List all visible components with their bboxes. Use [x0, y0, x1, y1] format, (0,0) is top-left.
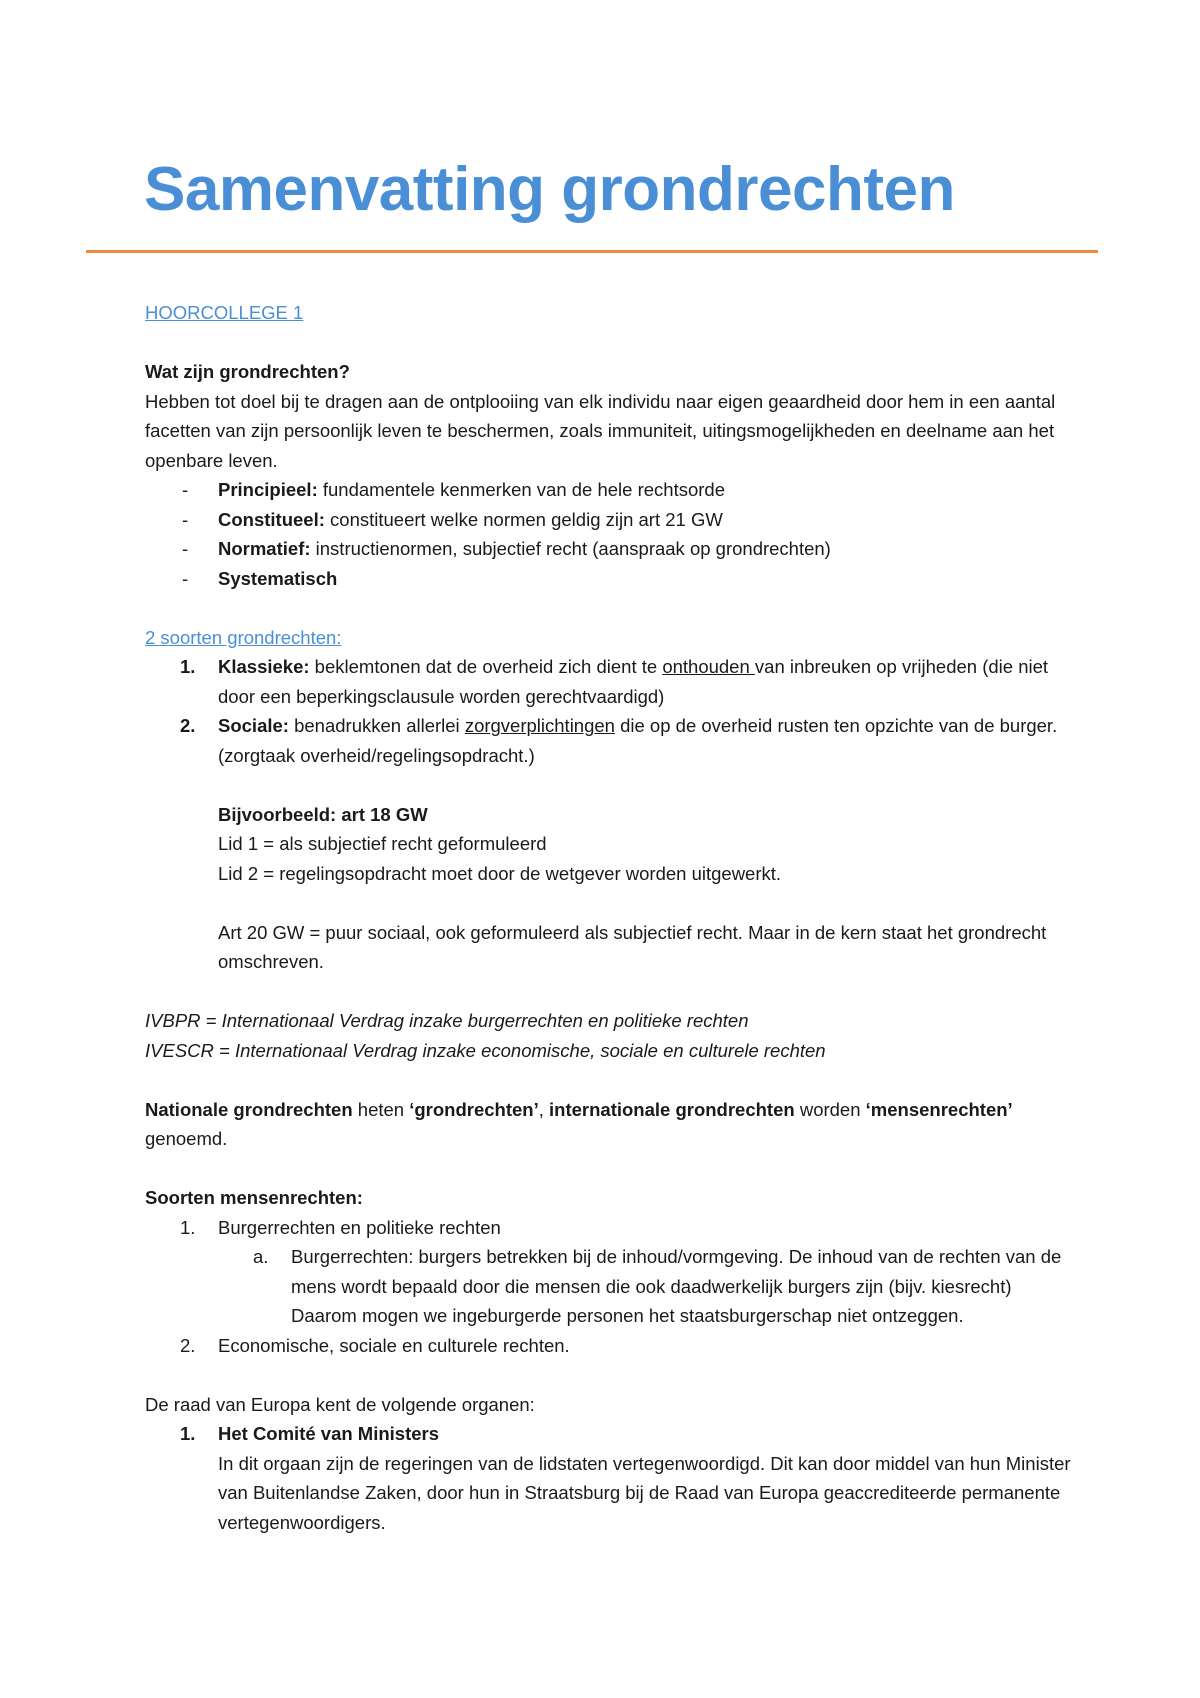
treaty-ivbpr: IVBPR = Internationaal Verdrag inzake burgerrechten en politieke rechten [145, 1010, 749, 1031]
example-lid-2: Lid 2 = regelingsopdracht moet door de wetgever worden uitgewerkt. [218, 862, 782, 884]
sub-list-item: a. Burgerrechten: burgers betrekken bij de inhoud/vormgeving. De inhoud van de rechten van de mens wordt bepaald door die mensen die ook daadwerkelijk burgers zijn (bijv. kiesrecht) Daarom mogen we ingeburgerde personen het staatsburgerschap niet ontzeggen. [253, 1246, 1062, 1326]
example-block [145, 800, 1075, 977]
human-rights-list [145, 1213, 1075, 1361]
list-item: - Constitueel: constitueert welke normen geldig zijn art 21 GW [145, 505, 1075, 535]
example-lid-1: Lid 1 = als subjectief recht geformuleerd [218, 833, 547, 854]
treaty-ivescr: IVESCR = Internationaal Verdrag inzake economische, sociale en culturele rechten [145, 1039, 826, 1061]
types-list [145, 652, 1075, 770]
list-item: - Systematisch [145, 564, 1075, 594]
list-item: 2. Sociale: benadrukken allerlei zorgverplichtingen die op de overheid rusten ten opzichte van de burger. (zorgtaak overheid/regelingsopdracht.) [180, 715, 1058, 766]
council-organs-list [145, 1419, 1075, 1537]
document-body [145, 298, 1075, 1537]
sub-list [218, 1242, 1075, 1331]
definition-paragraph: Hebben tot doel bij te dragen aan de ontplooiing van elk individu naar eigen geaardheid door hem in een aantal facetten van zijn persoonlijk leven te beschermen, zoals immuniteit, uitingsmogelijkheden en deelname aan het openbare leven. [145, 390, 1056, 471]
council-intro: De raad van Europa kent de volgende organen: [145, 1393, 535, 1415]
list-item: - Principieel: fundamentele kenmerken van de hele rechtsorde [145, 475, 1075, 505]
title-underline-rule [86, 250, 1098, 253]
list-item: - Normatief: instructienormen, subjectief recht (aanspraak op grondrechten) [145, 534, 1075, 564]
list-item: 1. Klassieke: beklemtonen dat de overheid zich dient te onthouden van inbreuken op vrijheden (die niet door een beperkingsclausule worden gerechtvaardigd) [180, 656, 1049, 707]
list-item: 2. Economische, sociale en culturele rechten. [180, 1334, 570, 1356]
section-heading-types: 2 soorten grondrechten: [145, 626, 342, 648]
characteristics-list [145, 475, 1075, 593]
example-heading: Bijvoorbeeld: art 18 GW [218, 803, 428, 825]
human-rights-heading: Soorten mensenrechten: [145, 1187, 363, 1208]
example-art-20: Art 20 GW = puur sociaal, ook geformuleerd als subjectief recht. Maar in de kern staat het grondrecht omschreven. [218, 921, 1047, 972]
page-title: Samenvatting grondrechten [144, 155, 955, 224]
question-heading: Wat zijn grondrechten? [145, 361, 350, 382]
national-vs-international-paragraph: Nationale grondrechten heten ‘grondrechten’, internationale grondrechten worden ‘mensenrechten’ genoemd. [145, 1098, 1013, 1149]
list-item: 1. Het Comité van Ministers In dit orgaan zijn de regeringen van de lidstaten vertegenwoordigd. Dit kan door middel van hun Minister van Buitenlandse Zaken, door hun in Straatsburg bij de Raad van Europa geaccrediteerde permanente vertegenwoordigers. [180, 1423, 1071, 1533]
section-heading-hoorcollege-1: HOORCOLLEGE 1 [145, 302, 304, 323]
list-item: 1. Burgerrechten en politieke rechten a. Burgerrechten: burgers betrekken bij de inhoud/vormgeving. De inhoud van de rechten van de mens wordt bepaald door die mensen die ook daadwerkelijk burgers zijn (bijv. kiesrecht) Daarom mogen we ingeburgerde personen het staatsburgerschap niet ontzeggen. [145, 1213, 1075, 1331]
